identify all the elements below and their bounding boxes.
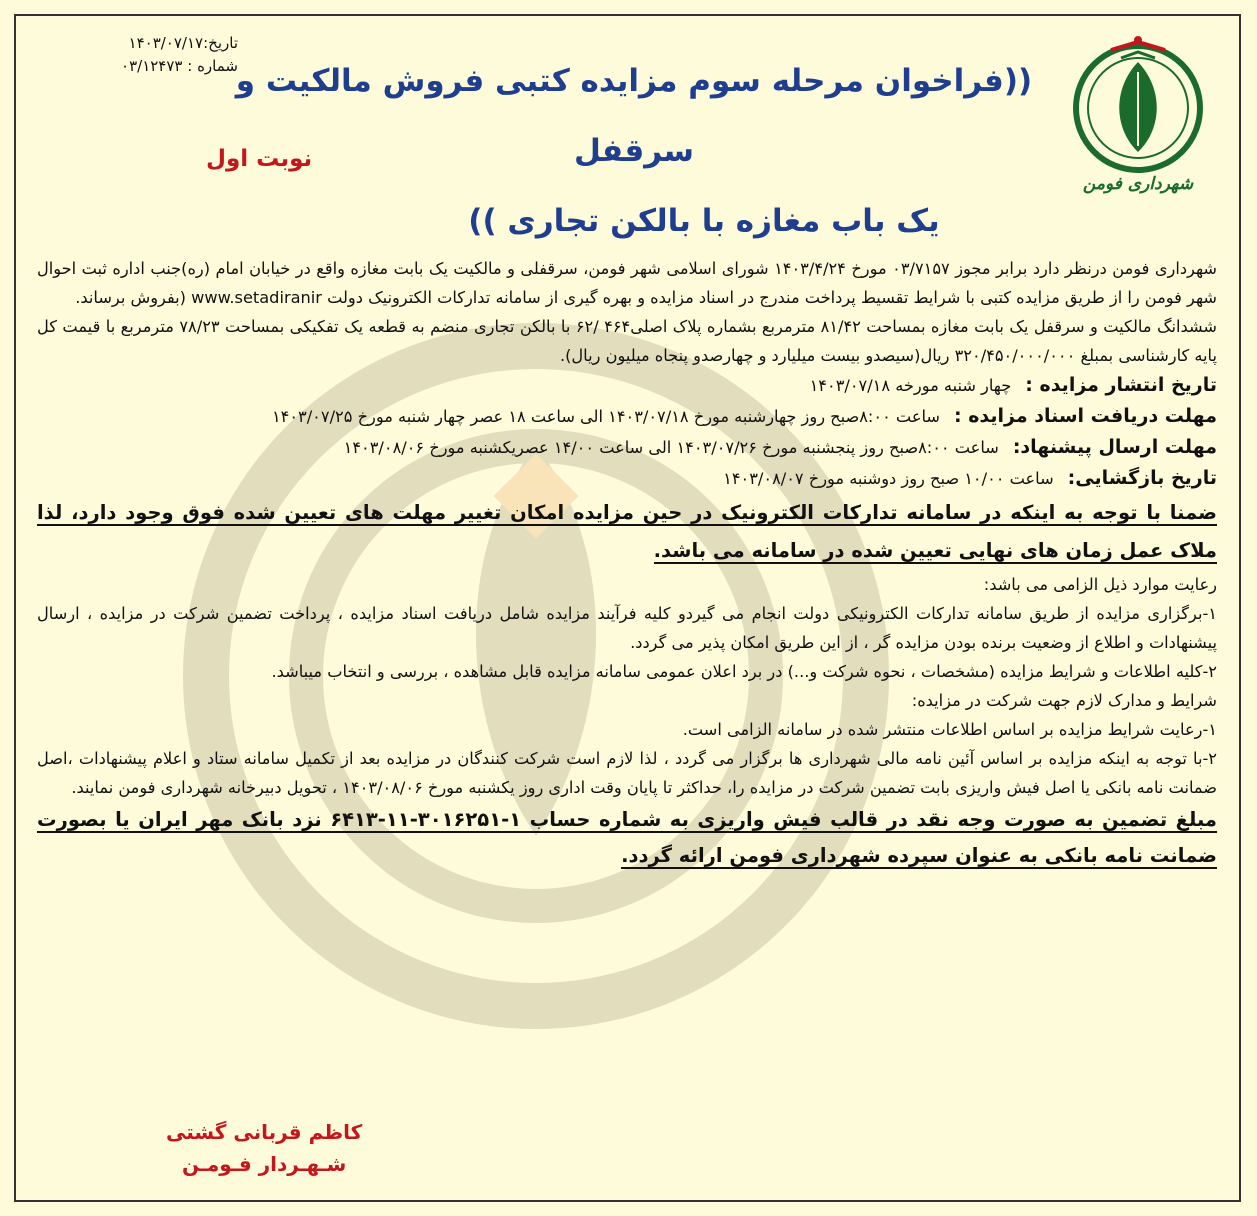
title-line-2: یک باب مغازه با بالکن تجاری )) — [468, 203, 940, 239]
signatory-title: شـهـردار فـومـن — [182, 1152, 347, 1176]
docs-deadline-label: مهلت دریافت اسناد مزایده : — [953, 405, 1217, 427]
offer-deadline-value: ساعت ۸:۰۰صبح روز پنجشنبه مورخ ۱۴۰۳/۰۷/۲۶ الی ساعت ۱۴/۰۰ عصریکشنبه مورخ ۱۴۰۳/۰۸/۰۶ — [343, 438, 999, 457]
requirement-item-1: ۱-برگزاری مزایده از طریق سامانه تدارکات الکترونیکی دولت انجام می گیردو کلیه فرآیند مزایده شامل دریافت اسناد مزایده ، پرداخت تضمین شرکت در مزایده ، ارسال پیشنهادات و اطلاع از وضعیت برنده بودن مزایده گر ، از این طریق امکان پذیر می گردد. — [37, 604, 1217, 652]
letter-number: شماره : ۰۳/۱۲۴۷۳ — [121, 57, 238, 75]
opening-date-label: تاریخ بازگشایی: — [1067, 467, 1217, 489]
description-paragraph: ششدانگ مالکیت و سرقفل یک بابت مغازه بمساحت ۸۱/۴۲ مترمربع بشماره پلاک اصلی۴۶۴ /۶۲ با بالکن تجاری منضم به قطعه یک تفکیکی بمساحت ۷۸/۲۳ مترمربع با قیمت کل پایه کارشناسی بمبلغ ۳۲۰/۴۵۰/۰۰۰/۰۰۰ ریال(سیصدو بیست میلیارد و چهارصدو پنجاه میلیون ریال). — [37, 317, 1217, 365]
opening-date-value: ساعت ۱۰/۰۰ صبح روز دوشنبه مورخ ۱۴۰۳/۰۸/۰۷ — [723, 469, 1054, 488]
requirement-item-2: ۲-کلیه اطلاعات و شرایط مزایده (مشخصات ، نحوه شرکت و...) در برد اعلان عمومی سامانه مزایده قابل مشاهده ، بررسی و انتخاب میباشد. — [271, 662, 1217, 681]
logo-caption: شهرداری فومن — [1082, 174, 1194, 194]
guarantee-paragraph — [37, 802, 1217, 874]
round-label: نوبت اول — [206, 146, 313, 172]
page-title — [219, 46, 1049, 256]
guarantee-text: مبلغ تضمین به صورت وجه نقد در قالب فیش واریزی به شماره حساب ۱-۳۰۱۶۲۵۱-۱۱-۶۴۱۳ نزد بانک مهر ایران یا بصورت ضمانت نامه بانکی به عنوان سپرده شهرداری فومن ارائه گردد. — [37, 808, 1217, 867]
date-number-block — [38, 32, 238, 78]
conditions-heading: شرایط و مدارک لازم جهت شرکت در مزایده: — [911, 691, 1217, 710]
intro-paragraph: شهرداری فومن درنظر دارد برابر مجوز ۰۳/۷۱۵۷ مورخ ۱۴۰۳/۴/۲۴ شورای اسلامی شهر فومن، سرقفلی و مالکیت یک بابت مغازه واقع در خیابان امام (ره)جنب اداره ثبت احوال شهر فومن را از طریق مزایده کتبی با شرایط تقسیط پرداخت مندرج در اسناد مزایده و بهره گیری از سامانه تدارکات الکترونیک دولت www.setadiranir (بفروش برساند. — [37, 259, 1217, 307]
docs-deadline-row — [37, 401, 1217, 432]
publish-date-label: تاریخ انتشار مزایده : — [1025, 374, 1217, 396]
notice-body — [37, 254, 1217, 874]
condition-item-1: ۱-رعایت شرایط مزایده بر اساس اطلاعات منتشر شده در سامانه الزامی است. — [682, 720, 1217, 739]
signature-block — [166, 1116, 362, 1180]
publish-date-value: چهار شنبه مورخه ۱۴۰۳/۰۷/۱۸ — [809, 376, 1012, 395]
offer-deadline-row — [37, 432, 1217, 463]
letter-date: تاریخ:۱۴۰۳/۰۷/۱۷ — [128, 34, 238, 52]
system-notice-text: ضمنا با توجه به اینکه در سامانه تدارکات الکترونیک در حین مزایده امکان تغییر مهلت های تعیین شده فوق وجود دارد، لذا ملاک عمل زمان های نهایی تعیین شده در سامانه می باشد. — [37, 501, 1217, 562]
notice-page — [14, 14, 1241, 1202]
offer-deadline-label: مهلت ارسال پیشنهاد: — [1012, 436, 1217, 458]
title-line-1: ((فراخوان مرحله سوم مزایده کتبی فروش مالکیت و سرقفل — [235, 63, 1033, 169]
requirements-heading: رعایت موارد ذیل الزامی می باشد: — [983, 575, 1217, 594]
opening-date-row — [37, 463, 1217, 494]
docs-deadline-value: ساعت ۸:۰۰صبح روز چهارشنبه مورخ ۱۴۰۳/۰۷/۱۸ الی ساعت ۱۸ عصر چهار شنبه مورخ ۱۴۰۳/۰۷/۲۵ — [271, 407, 940, 426]
signatory-name: کاظم قربانی گشتی — [166, 1120, 363, 1144]
publish-date-row — [37, 370, 1217, 401]
condition-item-2: ۲-با توجه به اینکه مزایده بر اساس آئین نامه مالی شهرداری ها برگزار می گردد ، لذا لازم است شرکت کنندگان در مزایده بعد از تکمیل سامانه ستاد و اعلام پیشنهادات ،اصل ضمانت نامه بانکی یا اصل فیش واریزی بابت تضمین شرکت در مزایده را، حداکثر تا پایان وقت اداری روز یکشنبه مورخ ۱۴۰۳/۰۸/۰۶ ، تحویل دبیرخانه شهرداری فومن نمایند. — [37, 749, 1217, 797]
system-notice — [37, 494, 1217, 570]
